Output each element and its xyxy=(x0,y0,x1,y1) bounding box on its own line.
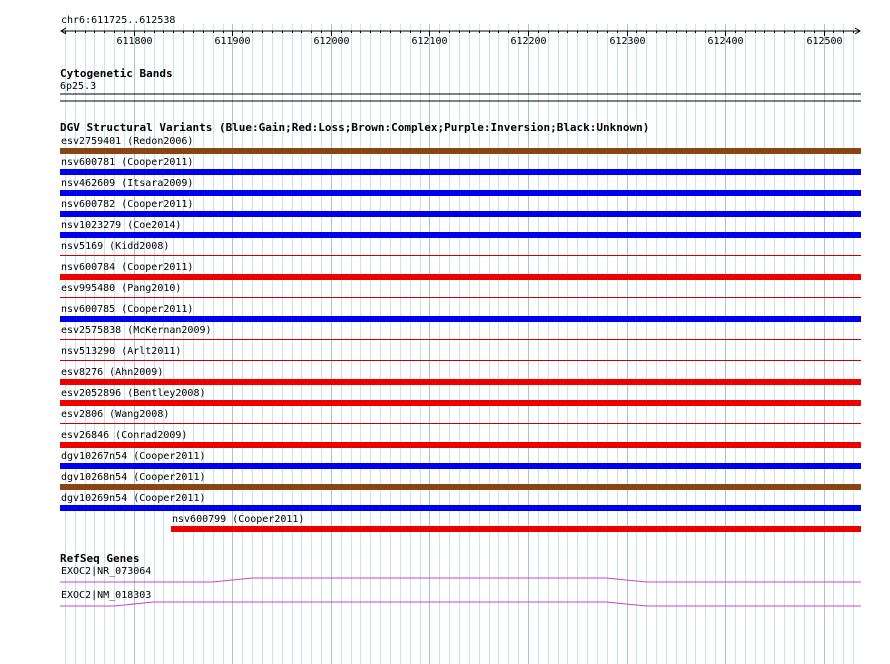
coordinate-ruler xyxy=(61,28,860,47)
dgv-feature[interactable] xyxy=(60,262,861,280)
dgv-feature-label: nsv600785 (Cooper2011) xyxy=(61,304,194,315)
refseq-gene-label: EXOC2|NR_073064 xyxy=(61,566,152,577)
dgv-feature-label: nsv600784 (Cooper2011) xyxy=(61,262,194,273)
dgv-feature[interactable] xyxy=(60,451,861,469)
dgv-feature-bar xyxy=(60,232,861,238)
dgv-feature-label: esv2575838 (McKernan2009) xyxy=(61,325,212,336)
dgv-features[interactable] xyxy=(60,136,861,532)
refseq-gene-label: EXOC2|NM_018303 xyxy=(61,590,152,601)
dgv-feature-label: esv995480 (Pang2010) xyxy=(61,283,182,294)
cytoband-track[interactable] xyxy=(60,94,861,101)
refseq-gene[interactable] xyxy=(60,566,861,582)
dgv-feature[interactable] xyxy=(60,472,861,490)
dgv-feature-bar xyxy=(60,400,861,406)
dgv-feature-bar xyxy=(60,190,861,196)
dgv-feature-label: dgv10267n54 (Cooper2011) xyxy=(61,451,206,462)
location-label: chr6:611725..612538 xyxy=(61,15,176,26)
dgv-feature-label: esv2052896 (Bentley2008) xyxy=(61,388,206,399)
dgv-feature[interactable] xyxy=(60,136,861,154)
dgv-feature-bar xyxy=(60,379,861,385)
dgv-feature-label: dgv10269n54 (Cooper2011) xyxy=(61,493,206,504)
ruler-tick-label: 612000 xyxy=(313,36,350,47)
dgv-feature[interactable] xyxy=(60,325,861,340)
dgv-feature[interactable] xyxy=(60,409,861,424)
dgv-feature-bar xyxy=(60,463,861,469)
dgv-feature[interactable] xyxy=(60,367,861,385)
dgv-feature-bar xyxy=(60,505,861,511)
dgv-feature[interactable] xyxy=(60,157,861,175)
refseq-gene-line xyxy=(60,602,861,606)
ruler-tick-label: 612400 xyxy=(707,36,744,47)
refseq-gene[interactable] xyxy=(60,590,861,606)
dgv-feature-bar xyxy=(60,274,861,280)
dgv-feature-bar xyxy=(60,316,861,322)
dgv-feature-label: dgv10268n54 (Cooper2011) xyxy=(61,472,206,483)
dgv-feature-label: nsv1023279 (Coe2014) xyxy=(61,220,182,231)
cytoband-label: 6p25.3 xyxy=(60,81,97,92)
dgv-feature[interactable] xyxy=(60,493,861,511)
vertical-gridlines xyxy=(66,24,854,664)
dgv-feature[interactable] xyxy=(60,220,861,238)
dgv-feature[interactable] xyxy=(60,430,861,448)
dgv-feature[interactable] xyxy=(60,241,861,256)
dgv-feature-label: nsv600781 (Cooper2011) xyxy=(61,157,194,168)
dgv-feature-bar xyxy=(60,148,861,154)
dgv-feature[interactable] xyxy=(60,283,861,298)
dgv-feature-label: nsv513290 (Arlt2011) xyxy=(61,346,182,357)
ruler-tick-label: 612500 xyxy=(806,36,843,47)
ruler-tick-label: 612100 xyxy=(411,36,448,47)
dgv-feature[interactable] xyxy=(60,178,861,196)
dgv-feature-bar xyxy=(60,484,861,490)
ruler-tick-label: 612200 xyxy=(510,36,547,47)
dgv-feature[interactable] xyxy=(171,514,861,532)
dgv-feature-bar xyxy=(171,526,861,532)
dgv-feature-label: esv8276 (Ahn2009) xyxy=(61,367,164,378)
dgv-feature-bar xyxy=(60,442,861,448)
dgv-feature-label: esv26846 (Conrad2009) xyxy=(61,430,188,441)
cytoband-track-title: Cytogenetic Bands xyxy=(60,67,173,80)
dgv-feature-label: nsv600782 (Cooper2011) xyxy=(61,199,194,210)
dgv-feature[interactable] xyxy=(60,388,861,406)
refseq-genes[interactable] xyxy=(60,566,861,606)
refseq-gene-line xyxy=(60,578,861,582)
dgv-feature-bar xyxy=(60,169,861,175)
ruler-tick-label: 611800 xyxy=(116,36,153,47)
dgv-feature[interactable] xyxy=(60,304,861,322)
dgv-feature[interactable] xyxy=(60,346,861,361)
dgv-feature[interactable] xyxy=(60,199,861,217)
refseq-track-title: RefSeq Genes xyxy=(60,552,140,565)
dgv-feature-bar xyxy=(60,211,861,217)
dgv-feature-label: nsv600799 (Cooper2011) xyxy=(172,514,305,525)
ruler-tick-label: 611900 xyxy=(214,36,251,47)
dgv-feature-label: esv2806 (Wang2008) xyxy=(61,409,170,420)
ruler-tick-label: 612300 xyxy=(609,36,646,47)
dgv-track-title: DGV Structural Variants (Blue:Gain;Red:Loss;Brown:Complex;Purple:Inversion;Black:Unknown) xyxy=(60,121,650,134)
dgv-feature-label: nsv5169 (Kidd2008) xyxy=(61,241,170,252)
dgv-feature-label: nsv462609 (Itsara2009) xyxy=(61,178,194,189)
dgv-feature-label: esv2759401 (Redon2006) xyxy=(61,136,194,147)
